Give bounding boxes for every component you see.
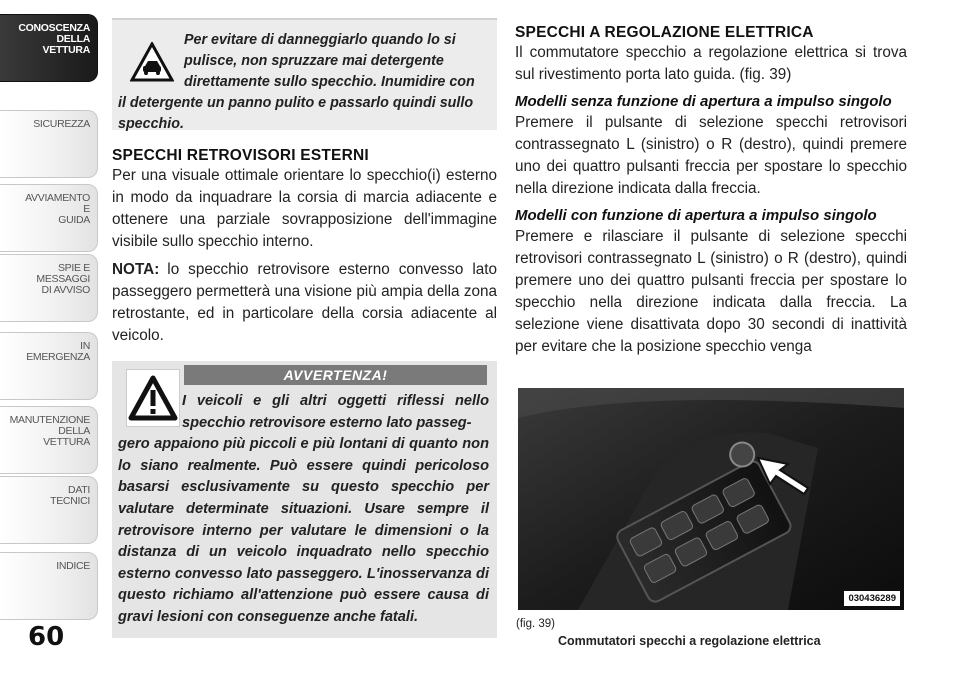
door-panel-photo [518,388,904,610]
subheading-without-one-touch: Modelli senza funzione di apertura a impulso singolo [515,93,892,110]
paragraph-without-one-touch: Premere il pulsante di selezione specchi retrovisori contrassegnato L (sinistro) o R (destro), quindi premere uno dei quattro pulsanti freccia per spostare lo specchio nella direzione indicata dalla freccia. [515,114,907,197]
nota-text: lo specchio retrovisore esterno convesso lato passeggero permetterà una visione più ampia della zona retrostante, ed in particolare della corsia adiacente al veicolo. [112,261,497,344]
tab-spie-e-messaggi[interactable]: SPIE E MESSAGGI DI AVVISO [0,254,98,322]
figure-number: (fig. 39) [516,618,555,630]
car-warning-icon [130,42,174,82]
paragraph-with-one-touch: Premere e rilasciare il pulsante di selezione specchi retrovisori contrassegnato L (sinistro) o R (destro), quindi premere uno dei quattro pulsanti freccia per spostare lo specchio nella direzione indicata dalla freccia. La selezione viene disattivata dopo 30 secondi di inattività per evitare che la posizione specchio venga [515,228,907,355]
nota-paragraph [112,259,497,347]
warning-box [112,361,497,638]
warning-text-indent: I veicoli e gli altri oggetti riflessi nello specchio retrovisore esterno lato passeg- [182,393,489,431]
left-column [112,18,497,638]
tab-dati-tecnici[interactable]: DATI TECNICI [0,476,98,544]
subheading-with-one-touch: Modelli con funzione di apertura a impulso singolo [515,207,877,224]
tab-in-emergenza[interactable]: IN EMERGENZA [0,332,98,400]
nota-label: NOTA: [112,261,160,278]
caution-note [112,18,497,130]
tab-sicurezza[interactable]: SICUREZZA [0,110,98,178]
tab-avviamento-e-guida[interactable]: AVVIAMENTO E GUIDA [0,184,98,252]
caution-text-indent: Per evitare di danneggiarlo quando lo si pulisce, non spruzzare mai detergente direttamente sullo specchio. Inumidire con [184,32,475,90]
caution-text: il detergente un panno pulito e passarlo quindi sullo specchio. [118,95,474,132]
figure-caption: Commutatori specchi a regolazione elettrica [558,634,821,648]
tab-manutenzione[interactable]: MANUTENZIONE DELLA VETTURA [0,406,98,474]
figure-mirror-switches [518,388,904,610]
warning-title: AVVERTENZA! [184,365,487,385]
section-heading-electric-mirrors: SPECCHI A REGOLAZIONE ELETTRICA [515,24,814,41]
figure-code: 030436289 [844,591,900,606]
page-number: 60 [28,622,65,652]
warning-text: gero appaiono più piccoli e più lontani di quanto non lo siano realmente. Può essere quindi pericoloso basarsi esclusivamente su questo specchio per valutare determinate situazioni. Usare sempre il retrovisore interno per valutare le dimensioni o la distanza di un veicolo inquadrato nello specchio esterno convesso lato passeggero. L'inosservanza di questo richiamo all'attenzione può essere causa di gravi lesioni con conseguenze anche fatali. [118,436,489,625]
section-heading-exterior-mirrors: SPECCHI RETROVISORI ESTERNI [112,147,369,164]
tab-conoscenza-della-vettura[interactable]: CONOSCENZA DELLA VETTURA [0,14,98,82]
exterior-mirrors-paragraph: Per una visuale ottimale orientare lo specchio(i) esterno in modo da inquadrare la corsia di marcia adiacente e ottenere una parziale sovrapposizione dell'immagine visibile sullo specchio interno. [112,167,497,250]
electric-mirrors-intro: Il commutatore specchio a regolazione elettrica si trova sul rivestimento porta lato guida. (fig. 39) [515,44,907,83]
right-column [515,24,907,358]
tab-indice[interactable]: INDICE [0,552,98,620]
